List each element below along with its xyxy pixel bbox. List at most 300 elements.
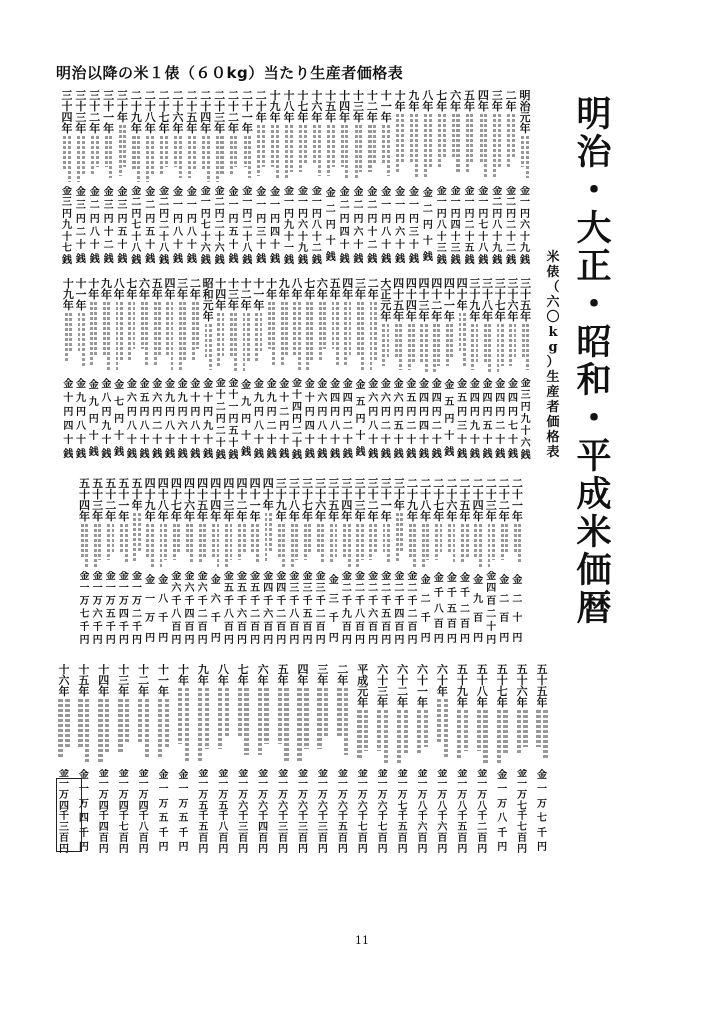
price-value: 金 一 万 五 千 八 百 円 — [218, 768, 229, 855]
title-glyph: 和 — [576, 360, 612, 401]
event-notes — [268, 123, 282, 186]
era-label: 三 十 七 年 — [494, 278, 506, 322]
era-label: 八 年 — [113, 278, 125, 300]
title-glyph: ） — [546, 355, 560, 370]
price-column — [452, 664, 472, 862]
event-notes — [117, 522, 130, 571]
event-notes — [443, 322, 456, 378]
price-value: 金 十 円 四 十 銭 — [304, 379, 315, 460]
price-value: 金 二 円 十 二 銭 — [367, 186, 378, 265]
era-label: 三 十 四 年 — [61, 90, 73, 134]
price-column — [504, 90, 518, 272]
event-notes — [189, 300, 202, 378]
title-glyph: 生 — [546, 370, 560, 385]
era-label: 七 年 — [304, 278, 316, 300]
price-column — [143, 90, 157, 272]
price-column — [62, 278, 75, 468]
event-notes — [432, 522, 445, 571]
title-glyph: 成 — [576, 474, 612, 515]
era-label: 三 十 六 年 — [507, 278, 519, 322]
price-column — [365, 90, 379, 272]
era-label: 五 十 五 年 — [536, 664, 548, 708]
price-column — [314, 478, 327, 654]
price-value: 金 二 円 二 十 八 銭 — [159, 185, 170, 266]
event-notes — [485, 522, 498, 571]
event-notes — [240, 134, 254, 186]
era-label: 三 十 八 年 — [482, 278, 494, 322]
price-value: 金 五 円 二 十 銭 — [406, 379, 417, 460]
price-value: 金 一 円 六 十 九 銭 — [297, 185, 308, 266]
event-notes — [171, 134, 185, 186]
event-notes — [353, 522, 366, 571]
event-notes — [518, 134, 532, 186]
price-column — [185, 90, 199, 272]
era-label: 四 年 — [297, 664, 309, 686]
title-glyph: 治 — [576, 132, 612, 173]
price-column — [338, 90, 352, 272]
event-notes — [199, 134, 213, 186]
price-column — [164, 278, 177, 468]
era-label: 四 十 年 — [456, 278, 468, 311]
price-column — [432, 478, 445, 654]
event-notes — [512, 708, 532, 769]
price-column — [254, 90, 268, 272]
era-label: 四 十 年 — [262, 478, 274, 511]
price-column — [353, 664, 373, 862]
price-value: 金 三 円 五 十 銭 — [117, 186, 128, 265]
price-value: 金 二 千 二 百 円 — [407, 570, 418, 647]
era-label: 二 年 — [189, 278, 201, 300]
vertical-subtitle — [542, 250, 564, 460]
price-column — [227, 278, 240, 468]
event-notes — [235, 522, 248, 571]
era-label: 十 一 年 — [75, 278, 87, 311]
price-value: 金 一 万 七 千 円 — [537, 769, 548, 854]
price-value: 金 四 円 二 十 銭 — [495, 379, 506, 460]
era-label: 四 十 二 年 — [431, 278, 443, 322]
price-column — [282, 90, 296, 272]
event-notes — [421, 112, 435, 186]
era-label: 三 十 七 年 — [302, 478, 314, 522]
event-notes — [143, 134, 157, 186]
price-value: 金 九 円 八 十 銭 — [76, 379, 87, 460]
event-notes — [170, 522, 183, 571]
event-notes — [314, 522, 327, 571]
price-value: 金 二 円 七 十 八 銭 — [131, 185, 142, 266]
price-column — [490, 90, 504, 272]
price-column — [413, 664, 433, 862]
event-notes — [262, 511, 275, 571]
price-column — [303, 278, 316, 468]
era-label: 十 九 年 — [62, 278, 74, 311]
price-column — [419, 478, 432, 654]
event-notes — [74, 697, 94, 769]
event-notes — [278, 300, 291, 378]
price-value: 金 六 千 円 — [210, 574, 221, 644]
price-value: 金 三 円 十 二 銭 — [103, 186, 114, 265]
price-column — [170, 478, 183, 654]
price-value: 金 四 円 二 十 銭 — [431, 379, 442, 460]
heisei-price-band — [54, 664, 552, 862]
era-label: 三 年 — [355, 278, 366, 300]
era-label: 二 十 七 年 — [433, 478, 445, 522]
price-value: 金 二 千 六 百 円 — [368, 570, 379, 647]
price-value: 金 一 万 五 千 五 百 円 — [198, 768, 209, 855]
era-label: 四 十 九 年 — [144, 478, 156, 522]
event-notes — [174, 686, 194, 769]
era-label: 五 十 四 年 — [79, 478, 91, 522]
price-value: 金 十 円 九 十 銭 — [203, 379, 214, 460]
era-label: 二 十 三 年 — [485, 478, 497, 522]
price-value: 金 二 円 六 十 銭 — [353, 186, 364, 265]
price-value: 金 七 円 十 銭 — [114, 380, 125, 459]
price-column — [472, 478, 485, 654]
era-label: 四 十 一 年 — [249, 478, 261, 522]
title-glyph: 格 — [546, 430, 560, 445]
event-notes — [176, 300, 189, 378]
price-value: 金 一 円 三 十 銭 — [408, 186, 419, 265]
price-column — [240, 90, 254, 272]
event-notes — [196, 522, 209, 571]
price-column — [333, 664, 353, 862]
price-value: 金 一 万 八 千 円 — [497, 769, 508, 854]
price-value: 金 一 万 七 千 五 百 円 — [397, 768, 408, 855]
era-label: 三 十 六 年 — [315, 478, 327, 522]
price-value: 金 一 円 三 十 銭 — [256, 186, 267, 265]
price-column — [367, 278, 380, 468]
event-notes — [154, 697, 174, 769]
event-notes — [254, 123, 268, 186]
era-label: 三 十 五 年 — [520, 278, 532, 322]
event-notes — [407, 112, 421, 186]
price-value: 金 一 円 五 十 銭 — [228, 186, 239, 265]
era-label: 九 年 — [197, 664, 209, 686]
era-label: 八 年 — [217, 664, 229, 686]
title-glyph: （ — [546, 280, 560, 295]
event-notes — [214, 311, 227, 378]
event-notes — [87, 300, 100, 378]
event-notes — [324, 123, 338, 186]
price-value: 金 二 千 九 百 円 — [341, 570, 352, 647]
price-value: 金 一 万 七 千 円 — [79, 570, 90, 647]
era-label: 二 十 七 年 — [158, 90, 170, 134]
price-value: 金 一 万 五 千 円 — [178, 769, 189, 854]
event-notes — [481, 322, 494, 378]
price-value: 金 十 一 円 五 十 銭 — [228, 378, 239, 462]
era-label: 四 十 二 年 — [236, 478, 248, 522]
price-value: 金 三 千 二 百 円 — [315, 570, 326, 647]
price-value: 金 四 円 八 十 銭 — [330, 379, 341, 460]
event-notes — [222, 522, 235, 571]
event-notes — [144, 522, 157, 571]
era-label: 三 十 一 年 — [103, 90, 115, 134]
price-column — [354, 278, 367, 468]
price-column — [235, 478, 248, 654]
era-label: 五 十 六 年 — [516, 664, 528, 708]
price-value: 金 一 万 四 千 八 百 円 — [138, 768, 149, 855]
price-column — [518, 90, 532, 272]
era-label: 六 十 三 年 — [377, 664, 389, 708]
era-label: 五 十 三 年 — [92, 478, 104, 522]
event-notes — [432, 697, 452, 769]
era-label: 四 十 一 年 — [443, 278, 455, 322]
event-notes — [303, 300, 316, 378]
price-column — [463, 90, 477, 272]
title-glyph: 大 — [576, 208, 612, 249]
event-notes — [78, 522, 91, 571]
event-notes — [249, 522, 262, 571]
price-value: 金 九 円 八 十 銭 — [164, 379, 175, 460]
price-value: 金 九 百 円 — [473, 574, 484, 644]
era-label: 二 十 五 年 — [186, 90, 198, 134]
price-column — [379, 90, 393, 272]
price-value: 金 一 万 六 千 三 百 円 — [297, 768, 308, 855]
event-notes — [333, 686, 353, 769]
price-column — [418, 278, 431, 468]
price-value: 金 一 万 六 千 三 百 円 — [238, 768, 249, 855]
event-notes — [406, 522, 419, 571]
era-label: 二 十 一 年 — [511, 478, 523, 522]
price-value: 金 二 円 二 十 六 銭 — [214, 185, 225, 266]
price-value: 金 一 円 七 十 八 銭 — [478, 185, 489, 266]
price-value: 金 一 円 四 十 銭 — [270, 186, 281, 265]
price-value: 金 十 二 円 二 十 銭 — [215, 378, 226, 462]
era-label: 十 二 年 — [366, 90, 378, 123]
era-label: 大 正 元 年 — [380, 278, 392, 322]
price-value: 金 一 万 円 — [145, 574, 156, 644]
price-value: 金 四 円 七 十 銭 — [507, 379, 518, 460]
price-column — [393, 478, 406, 654]
price-column — [380, 278, 393, 468]
event-notes — [134, 697, 154, 769]
era-label: 三 十 一 年 — [380, 478, 392, 522]
meiji-price-band — [60, 90, 532, 272]
event-notes — [367, 300, 380, 378]
event-notes — [393, 708, 413, 769]
era-label: 五 十 九 年 — [456, 664, 468, 708]
title-glyph: 暦 — [576, 588, 612, 629]
price-value: 金 九 円 十 銭 — [241, 380, 252, 459]
price-column — [468, 278, 481, 468]
era-label: 二 十 八 年 — [144, 90, 156, 134]
event-notes — [365, 123, 379, 186]
price-value: 金 六 千 四 百 円 — [184, 570, 195, 647]
era-label: 十 二 年 — [240, 278, 252, 311]
event-notes — [327, 522, 340, 571]
price-value: 金 一 円 四 十 三 銭 — [450, 185, 461, 266]
price-column — [174, 664, 194, 862]
event-notes — [367, 522, 380, 571]
event-notes — [519, 322, 532, 378]
price-column — [134, 664, 154, 862]
event-notes — [75, 311, 88, 378]
price-column — [511, 478, 524, 654]
era-label: 二 十 三 年 — [214, 90, 226, 134]
price-column — [296, 90, 310, 272]
event-notes — [313, 686, 333, 769]
title-glyph: 正 — [576, 246, 612, 287]
price-value: 金 四 円 二 十 銭 — [342, 379, 353, 460]
title-glyph: k — [548, 325, 558, 340]
price-column — [117, 478, 130, 654]
era-label: 二 十 六 年 — [172, 90, 184, 134]
price-value: 金 一 万 六 千 四 百 円 — [258, 768, 269, 855]
price-value: 金 一 万 四 千 円 — [118, 570, 129, 647]
price-value: 金 五 円 三 十 銭 — [457, 379, 468, 460]
price-value: 金 九 円 八 十 銭 — [253, 379, 264, 460]
event-notes — [338, 123, 352, 186]
era-label: 四 十 八 年 — [157, 478, 169, 522]
event-notes — [380, 322, 393, 378]
event-notes — [253, 311, 266, 378]
event-notes — [288, 522, 301, 571]
era-label: 四 十 五 年 — [197, 478, 209, 522]
event-notes — [94, 697, 114, 769]
price-value: 金 千 二 百 円 — [459, 572, 470, 646]
price-column — [265, 278, 278, 468]
title-glyph: g — [548, 340, 558, 355]
era-label: 九 年 — [100, 278, 112, 300]
price-value: 金 六 円 五 十 銭 — [393, 379, 404, 460]
event-notes — [213, 134, 227, 186]
event-notes — [379, 123, 393, 186]
price-value: 金 十 四 円 二 十 銭 — [291, 378, 302, 462]
event-notes — [341, 300, 354, 378]
showa-price-band — [78, 478, 524, 654]
price-value: 金 三 円 九 十 七 銭 — [61, 185, 72, 266]
era-label: 三 年 — [491, 90, 503, 112]
price-value: 金 一 万 六 千 五 百 円 — [337, 768, 348, 855]
era-label: 二 十 九 年 — [130, 90, 142, 134]
price-value: 金 六 円 八 十 銭 — [126, 379, 137, 460]
price-value: 金 六 円 八 十 銭 — [317, 379, 328, 460]
event-notes — [233, 686, 253, 769]
price-column — [213, 664, 233, 862]
era-label: 四 十 四 年 — [210, 478, 222, 522]
era-label: 五 十 一 年 — [118, 478, 130, 522]
event-notes — [468, 322, 481, 378]
title-glyph: 六 — [546, 295, 560, 310]
price-value: 金 四 千 二 百 円 — [276, 570, 287, 647]
price-column — [472, 664, 492, 862]
event-notes — [301, 522, 314, 571]
price-value: 金 十 円 八 十 銭 — [190, 379, 201, 460]
price-column — [512, 664, 532, 862]
event-notes — [463, 112, 477, 186]
event-notes — [100, 300, 113, 378]
era-label: 十 三 年 — [352, 90, 364, 123]
price-value: 金 二 円 五 十 銭 — [145, 186, 156, 265]
price-column — [75, 278, 88, 468]
price-column — [249, 478, 262, 654]
price-column — [435, 90, 449, 272]
price-column — [498, 478, 511, 654]
price-value: 金 一 万 四 千 円 — [78, 769, 89, 854]
price-column — [94, 664, 114, 862]
event-notes — [430, 322, 443, 378]
era-label: 二 十 五 年 — [459, 478, 471, 522]
price-column — [222, 478, 235, 654]
era-label: 六 十 年 — [436, 664, 448, 697]
price-column — [209, 478, 222, 654]
price-column — [405, 278, 418, 468]
price-column — [196, 478, 209, 654]
era-label: 二 十 二 年 — [498, 478, 510, 522]
price-value: 金 十 円 四 十 銭 — [63, 379, 74, 460]
title-glyph: 昭 — [576, 322, 612, 363]
era-label: 八 年 — [291, 278, 303, 300]
event-notes — [138, 300, 151, 378]
era-label: 三 年 — [317, 664, 329, 686]
event-notes — [419, 522, 432, 571]
price-column — [485, 478, 498, 654]
price-value: 金 六 千 二 百 円 — [197, 570, 208, 647]
era-label: 六 十 二 年 — [397, 664, 409, 708]
era-label: 四 十 三 年 — [418, 278, 430, 322]
event-notes — [209, 522, 222, 571]
event-notes — [393, 112, 407, 186]
event-notes — [296, 123, 310, 186]
era-label: 三 年 — [177, 278, 189, 300]
price-column — [88, 90, 102, 272]
price-column — [327, 478, 340, 654]
event-notes — [291, 300, 304, 378]
price-value: 金 一 万 八 千 二 百 円 — [477, 768, 488, 855]
event-notes — [227, 311, 240, 378]
price-column — [268, 90, 282, 272]
price-value: 金 五 円 十 銭 — [355, 380, 366, 459]
event-notes — [492, 708, 512, 769]
price-value: 金 三 千 円 — [328, 574, 339, 644]
price-column — [432, 664, 452, 862]
era-label: 十 六 年 — [58, 664, 70, 697]
event-notes — [91, 522, 104, 571]
era-label: 六 年 — [316, 278, 328, 300]
price-column — [202, 278, 215, 468]
price-value: 金 二 円 八 十 銭 — [89, 186, 100, 265]
price-column — [78, 478, 91, 654]
era-label: 十 一 年 — [380, 90, 392, 123]
event-notes — [273, 686, 293, 769]
era-label: 六 年 — [450, 90, 462, 112]
price-column — [91, 478, 104, 654]
price-column — [492, 664, 512, 862]
price-value: 金 二 千 五 百 円 — [381, 570, 392, 647]
price-value: 金 一 万 四 千 三 百 円 — [58, 768, 69, 855]
price-value: 金 六 円 八 十 銭 — [368, 379, 379, 460]
era-label: 三 十 五 年 — [328, 478, 340, 522]
price-column — [430, 278, 443, 468]
price-column — [421, 90, 435, 272]
price-value: 金 一 万 八 千 五 百 円 — [457, 768, 468, 855]
event-notes — [498, 522, 511, 571]
event-notes — [504, 112, 518, 186]
price-column — [393, 90, 407, 272]
title-glyph: 価 — [546, 415, 560, 430]
price-value: 金 十 二 円 十 銭 — [279, 379, 290, 460]
event-notes — [88, 134, 102, 186]
era-label: 四 年 — [477, 90, 489, 112]
price-value: 金 一 万 四 千 七 百 円 — [118, 768, 129, 855]
event-notes — [227, 134, 241, 186]
event-notes — [293, 686, 313, 769]
taisho-price-band — [62, 278, 532, 468]
era-label: 三 十 九 年 — [469, 278, 481, 322]
era-label: 三 十 四 年 — [341, 478, 353, 522]
era-label: 四 年 — [164, 278, 176, 300]
price-value: 金 四 円 五 十 銭 — [482, 379, 493, 460]
era-label: 十 五 年 — [78, 664, 90, 697]
